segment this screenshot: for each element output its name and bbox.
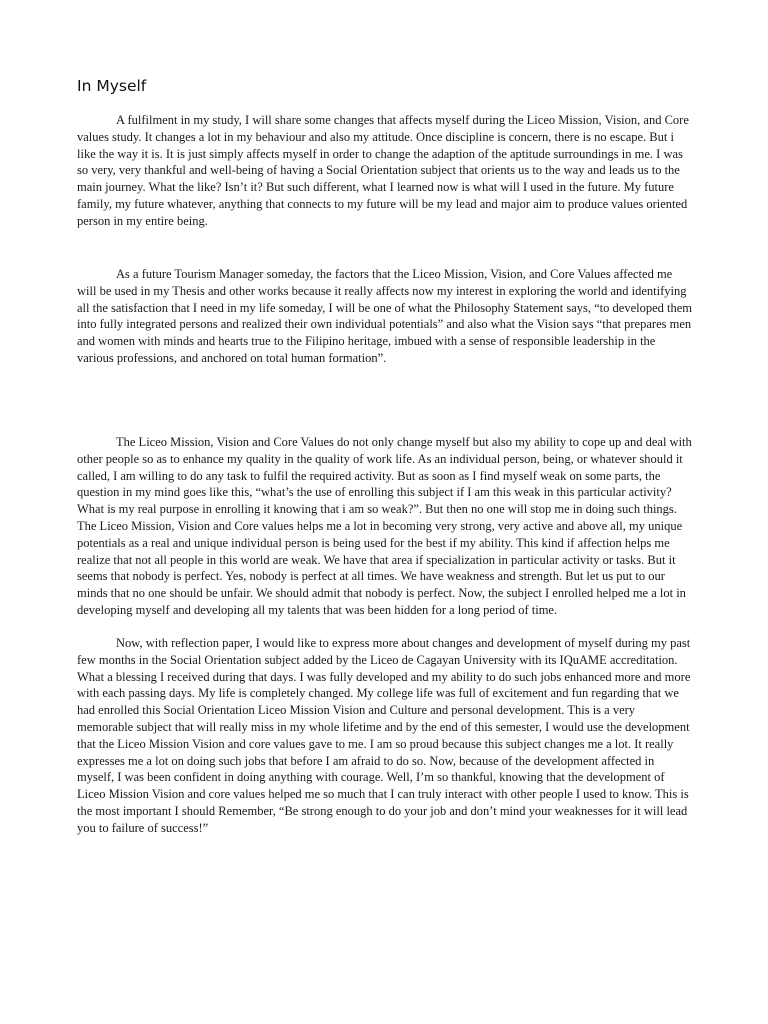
paragraph-2: As a future Tourism Manager someday, the factors that the Liceo Mission, Vision, and Core Values affected me will be used in my Thesis and other works because it really affects now my interest in exploring the world and identifying all the satisfaction that I need in my life someday, I will be one of what the Philosophy Statement says, “to developed them into fully integrated persons and realized their own individual potentials” and also what the Vision says “that prepares men and women with minds and hearts true to the Filipino heritage, imbued with a sense of responsible leadership in the various professions, and anchored on total human formation”.: [77, 267, 693, 365]
paragraph-3: The Liceo Mission, Vision and Core Values do not only change myself but also my ability to cope up and deal with other people so as to enhance my quality in the quality of work life. As an individual person, being, or whatever should it called, I am willing to do any task to fulfil the required activity. But as soon as I find myself weak on some parts, the question in my mind goes like this, “what’s the use of enrolling this subject if I am this weak in this particular activity? What is my real purpose in enrolling it knowing that i am so weak?”. But then no one will stop me in doing such things. The Liceo Mission, Vision and Core values helps me a lot in becoming very strong, very active and above all, my unique potentials as a real and unique individual person is being used for the best if my ability. This kind if affection helps me realize that not all people in this world are weak. We have that area if specialization in particular activity or tasks. But it seems that nobody is perfect. Yes, nobody is perfect at all times. We have weakness and strength. But let us put to our minds that no one should be unfair. We should admit that nobody is perfect. Now, the subject I enrolled helped me a lot in developing myself and developing all my talents that was been hidden for a long period of time.: [77, 435, 692, 617]
document-title: In Myself: [77, 77, 147, 95]
paragraph-4: Now, with reflection paper, I would like to express more about changes and development of myself during my past few months in the Social Orientation subject added by the Liceo de Cagayan University with its IQuAME accreditation. What a blessing I received during that days. I was fully developed and my ability to do such jobs enhanced more and more with each passing days. My life is completely changed. My college life was full of excitement and fun regarding that we had enrolled this Social Orientation Liceo Mission Vision and Culture and personal development. This is a very memorable subject that will really miss in my whole lifetime and by the end of this semester, I would use the development that the Liceo Mission Vision and core values gave to me. I am so proud because this subject changes me a lot. It really expresses me a lot on doing such jobs that before I am afraid to do so. Now, because of the development affected in myself, I was been confident in doing anything with courage. Well, I’m so thankful, knowing that the development of Liceo Mission Vision and core values helped me so much that I can truly interact with other people I used to know. This is the most important I should Remember, “Be strong enough to do your job and don’t mind your weaknesses for it will lead you to failure of success!”: [77, 636, 691, 835]
paragraph-1: A fulfilment in my study, I will share some changes that affects myself during the Liceo Mission, Vision, and Core values study. It changes a lot in my behaviour and also my attitude. Once discipline is concern, there is no escape. But i like the way it is. It is just simply affects myself in order to change the adaption of the aptitude surroundings in me. I was so very, very thankful and well-being of having a Social Orientation subject that orients us to the way and leads us to the main journey. What the like? Isn’t it? But such different, what I learned now is what will I used in the future. My future family, my future whatever, anything that connects to my future will be my lead and major aim to produce values oriented person in my entire being.: [77, 113, 689, 228]
